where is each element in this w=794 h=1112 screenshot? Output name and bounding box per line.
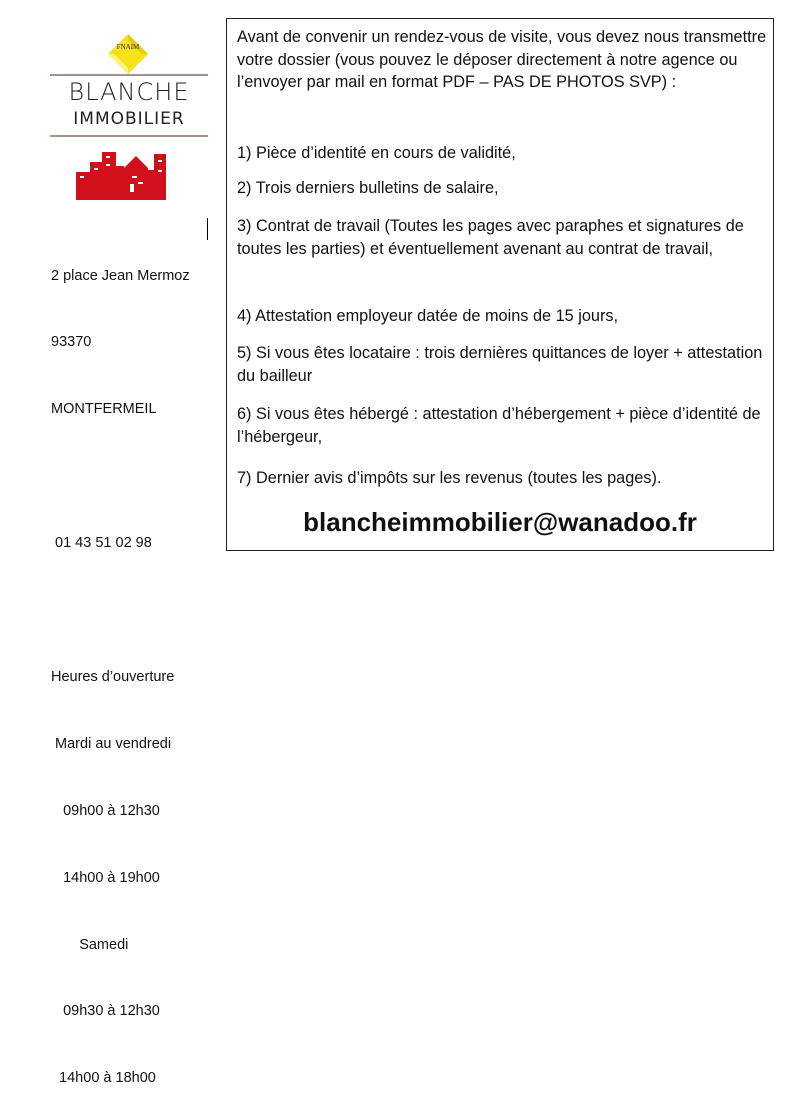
requirement-item: 4) Attestation employeur datée de moins de 15 jours, xyxy=(237,307,619,325)
contact-info xyxy=(51,220,190,1112)
hours-line: 09h00 à 12h30 xyxy=(51,802,160,819)
fnaim-label: FNAIM xyxy=(116,43,140,51)
requirement-item: 1) Pièce d’identité en cours de validité, xyxy=(237,144,516,162)
fnaim-badge-icon xyxy=(106,32,150,76)
hours-line: 14h00 à 19h00 xyxy=(51,869,160,886)
phone-number: 01 43 51 02 98 xyxy=(51,535,152,552)
requirement-item: 6) Si vous êtes hébergé : attestation d’hébergement + pièce d’identité de l’hébergeur, xyxy=(237,405,761,446)
email-address: blancheimmobilier@wanadoo.fr xyxy=(303,507,697,537)
requirement-item: 7) Dernier avis d’impôts sur les revenus (toutes les pages). xyxy=(237,469,662,487)
divider xyxy=(50,74,208,76)
text-cursor xyxy=(207,218,208,240)
requirement-item: 3) Contrat de travail (Toutes les pages avec paraphes et signatures de toutes les parties) et éventuellement avenant au contrat de travail, xyxy=(237,217,744,258)
requirement-item: 5) Si vous êtes locataire : trois dernières quittances de loyer + attestation du bailleur xyxy=(237,344,763,385)
address-street: 2 place Jean Mermoz xyxy=(51,267,190,284)
hours-line: 09h30 à 12h30 xyxy=(51,1003,160,1020)
hours-line: 14h00 à 18h00 xyxy=(51,1070,156,1087)
intro-text: Avant de convenir un rendez-vous de visite, vous devez nous transmettre votre dossier (vous pouvez le déposer directement à notre agence ou l’envoyer par mail en format PDF – PAS DE PHOTOS SVP) : xyxy=(237,28,767,92)
address-city: MONTFERMEIL xyxy=(51,401,157,418)
requirement-item: 2) Trois derniers bulletins de salaire, xyxy=(237,179,499,197)
hours-title: Heures d’ouverture xyxy=(51,668,175,685)
requirements-box xyxy=(226,18,774,551)
brand-name: BLANCHE xyxy=(68,78,190,106)
hours-line: Samedi xyxy=(51,936,129,953)
address-postcode: 93370 xyxy=(51,334,92,351)
divider xyxy=(50,135,208,137)
hours-line: Mardi au vendredi xyxy=(51,735,172,752)
buildings-icon xyxy=(76,150,166,200)
brand-subtitle: IMMOBILIER xyxy=(73,109,185,129)
agency-logo xyxy=(50,28,208,203)
